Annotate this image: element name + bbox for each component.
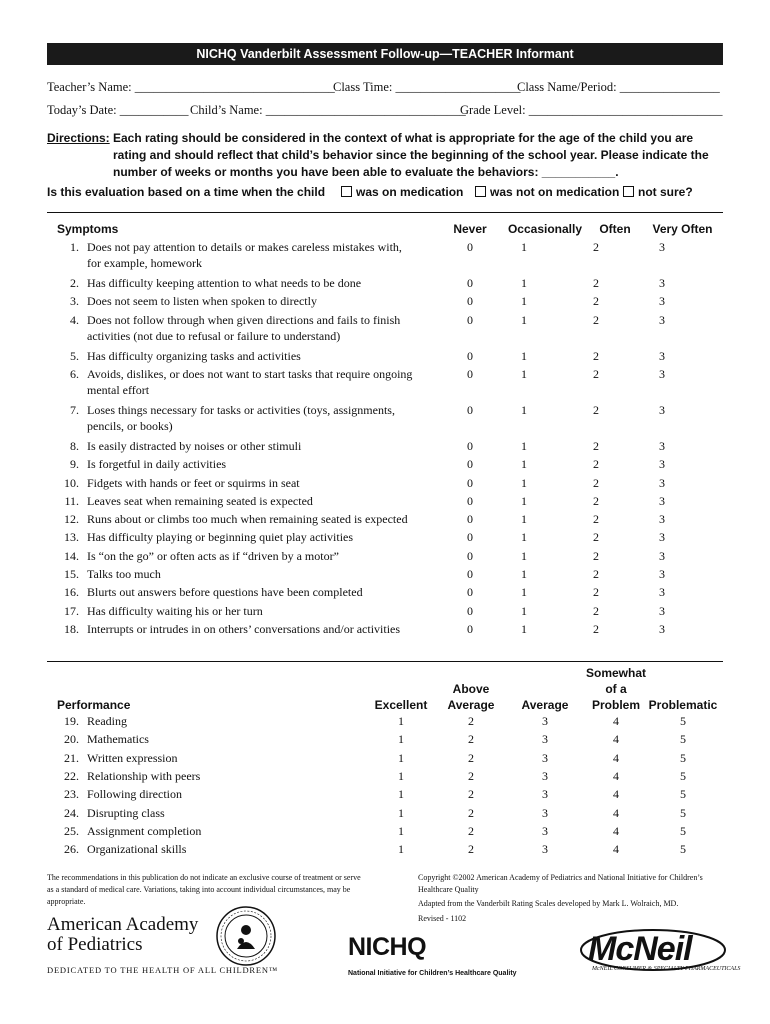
rating-option[interactable]: 2 [593,567,599,581]
rating-option[interactable]: 1 [521,402,527,417]
item-text: Organizational skills [87,842,187,857]
rating-option[interactable]: 3 [542,805,548,820]
rating-option[interactable]: 1 [521,312,527,327]
rating-option[interactable]: 5 [680,768,686,783]
rating-option[interactable]: 3 [659,493,665,508]
item-number: 22. [64,768,79,783]
rating-option[interactable]: 0 [467,512,473,527]
rating-option[interactable]: 2 [593,294,599,309]
rating-option[interactable]: 1 [521,294,527,309]
nichq-logo: NICHQ [348,933,427,961]
rating-option[interactable]: 1 [521,493,527,508]
item-text: Has difficulty waiting his or her turn [87,603,263,618]
item-number: 5. [70,348,79,363]
rating-option[interactable]: 2 [593,493,599,508]
rating-option[interactable]: 2 [593,530,599,545]
rating-option[interactable]: 1 [521,621,527,636]
rating-option[interactable]: 1 [521,438,527,453]
item-number: 24. [64,805,79,820]
rating-option[interactable]: 3 [659,312,665,327]
item-number: 23. [64,787,79,802]
symptoms-header: Symptoms [57,222,119,236]
rating-option[interactable]: 0 [467,457,473,472]
item-number: 3. [70,294,79,309]
rating-option[interactable]: 3 [659,366,665,381]
rating-option[interactable]: 3 [659,567,665,581]
rating-option[interactable]: 2 [468,750,474,765]
rating-option[interactable]: 5 [680,732,686,747]
rating-option[interactable]: 4 [613,714,619,728]
performance-header: Performance [57,698,131,712]
directions-label: Directions: [47,131,110,145]
item-number: 21. [64,750,79,765]
copyright: Copyright ©2002 American Academy of Pediatrics and National Initiative for Children’s Healthcare Quality [418,873,703,894]
class-time-field[interactable]: Class Time: ____________________ [333,80,521,94]
adapted-note: Adapted from the Vanderbilt Rating Scales developed by Mark L. Wolraich, MD. [418,899,679,908]
rating-option[interactable]: 0 [467,366,473,381]
rating-option[interactable]: 0 [467,294,473,309]
grade-level-field[interactable]: Grade Level: _______________________________ [460,103,723,117]
item-number: 12. [64,512,79,527]
item-text: Blurts out answers before questions have been completed [87,585,363,600]
rating-option[interactable]: 1 [521,512,527,527]
rating-option[interactable]: 0 [467,603,473,618]
rating-option[interactable]: 1 [398,768,404,783]
rating-option[interactable]: 1 [398,842,404,857]
item-number: 14. [64,548,79,563]
rating-option[interactable]: 3 [542,732,548,747]
rating-option[interactable]: 2 [593,276,599,290]
item-number: 1. [70,240,79,254]
performance-col-header: Problematic [648,698,718,712]
disclaimer: The recommendations in this publication do not indicate an exclusive course of treatment or serve as a standard of medical care. Variations, taking into account individual circumstances, may be appropriate. [47,873,361,906]
rating-option[interactable]: 0 [467,276,473,290]
rating-option[interactable]: 0 [467,402,473,417]
rating-option[interactable]: 3 [659,294,665,309]
rating-option[interactable]: 4 [613,787,619,802]
item-text: Has difficulty playing or beginning quiet play activities [87,530,354,545]
form-title: NICHQ Vanderbilt Assessment Follow-up—TEACHER Informant [47,43,723,65]
aap-seal-icon [215,905,277,967]
revision: Revised - 1102 [418,914,467,923]
item-text: Is forgetful in daily activities [87,457,227,472]
item-number: 9. [70,457,79,472]
item-number: 8. [70,438,79,453]
item-number: 4. [70,312,79,327]
rating-option[interactable]: 5 [680,805,686,820]
rating-option[interactable]: 1 [521,240,527,254]
rating-option[interactable]: 0 [467,567,473,581]
rating-option[interactable]: 1 [521,348,527,363]
rating-option[interactable]: 2 [593,366,599,381]
aap-tagline: DEDICATED TO THE HEALTH OF ALL CHILDREN™ [47,965,278,975]
rating-option[interactable]: 1 [398,750,404,765]
rating-option[interactable]: 2 [593,438,599,453]
rating-option[interactable]: 3 [542,787,548,802]
item-text: Loses things necessary for tasks or activities (toys, assignments, pencils, or books) [87,402,395,433]
rating-option[interactable]: 2 [468,768,474,783]
section-divider [47,212,723,213]
section-divider [47,661,723,662]
col-often: Often [599,222,631,236]
item-text: Leaves seat when remaining seated is expected [87,493,313,508]
rating-option[interactable]: 1 [521,585,527,600]
checkbox-icon[interactable] [475,186,486,197]
rating-option[interactable]: 2 [468,732,474,747]
item-text: Relationship with peers [87,768,201,783]
item-number: 10. [64,475,79,490]
rating-option[interactable]: 2 [468,823,474,838]
item-number: 11. [64,493,79,508]
rating-option[interactable]: 0 [467,438,473,453]
rating-option[interactable]: 0 [467,621,473,636]
item-number: 2. [70,276,79,290]
rating-option[interactable]: 4 [613,750,619,765]
item-number: 25. [64,823,79,838]
rating-option[interactable]: 0 [467,312,473,327]
rating-option[interactable]: 3 [659,530,665,545]
rating-option[interactable]: 3 [659,548,665,563]
item-number: 16. [64,585,79,600]
item-text: Disrupting class [87,805,165,820]
rating-option[interactable]: 1 [521,366,527,381]
item-number: 20. [64,732,79,747]
rating-option[interactable]: 1 [521,457,527,472]
rating-option[interactable]: 3 [659,512,665,527]
class-name-field[interactable]: Class Name/Period: ________________ [517,80,720,94]
option-on-medication[interactable]: was on medication [341,185,463,199]
item-text: Following direction [87,787,182,802]
item-text: Has difficulty keeping attention to what needs to be done [87,276,362,290]
directions [47,130,723,181]
item-text: Written expression [87,750,178,765]
rating-option[interactable]: 0 [467,475,473,490]
rating-option[interactable]: 1 [398,732,404,747]
rating-option[interactable]: 4 [613,823,619,838]
rating-option[interactable]: 3 [542,768,548,783]
rating-option[interactable]: 2 [593,475,599,490]
item-text: Fidgets with hands or feet or squirms in seat [87,475,300,490]
rating-option[interactable]: 0 [467,530,473,545]
item-number: 18. [64,621,79,636]
rating-option[interactable]: 0 [467,240,473,254]
performance-col-header: Somewhat of a Problem [585,666,646,712]
rating-option[interactable]: 3 [659,348,665,363]
rating-option[interactable]: 3 [659,438,665,453]
performance-col-header: Average [521,698,569,712]
rating-option[interactable]: 3 [659,475,665,490]
rating-option[interactable]: 1 [521,276,527,290]
item-text: Has difficulty organizing tasks and activities [87,348,301,363]
item-text: Talks too much [87,567,161,581]
item-text: Mathematics [87,732,149,747]
rating-option[interactable]: 1 [521,475,527,490]
checkbox-icon[interactable] [341,186,352,197]
rating-option[interactable]: 2 [593,585,599,600]
rating-option[interactable]: 2 [593,312,599,327]
rating-option[interactable]: 2 [593,240,599,254]
rating-option[interactable]: 3 [542,714,548,728]
aap-logo-text: American Academy of Pediatrics [47,914,199,955]
item-text: Avoids, dislikes, or does not want to start tasks that require ongoing mental effort [87,366,413,397]
item-text: Reading [87,714,127,728]
rating-option[interactable]: 0 [467,548,473,563]
item-number: 19. [64,714,79,728]
item-text: Does not seem to listen when spoken to directly [87,294,317,309]
item-number: 17. [64,603,79,618]
rating-option[interactable]: 0 [467,348,473,363]
rating-option[interactable]: 3 [659,621,665,636]
nichq-subtitle: National Initiative for Children’s Healthcare Quality [348,970,517,977]
rating-option[interactable]: 3 [659,276,665,290]
rating-option[interactable]: 2 [468,714,474,728]
item-text: Is “on the go” or often acts as if “driven by a motor” [87,548,339,563]
rating-option[interactable]: 3 [659,402,665,417]
item-number: 13. [64,530,79,545]
item-text: Does not follow through when given directions and fails to finish activities (not due to refusal or failure to understand) [87,312,401,343]
rating-option[interactable]: 1 [398,805,404,820]
rating-option[interactable]: 2 [468,842,474,857]
rating-option[interactable]: 1 [398,787,404,802]
medication-question-text: Is this evaluation based on a time when the child [47,185,326,199]
rating-option[interactable]: 2 [593,548,599,563]
rating-option[interactable]: 2 [593,621,599,636]
mcneil-logo: McNeil [588,930,692,968]
item-text: Does not pay attention to details or makes careless mistakes with, for example, homework [87,240,402,270]
rating-option[interactable]: 1 [398,714,404,728]
checkbox-icon[interactable] [623,186,634,197]
performance-col-header: Above Average [447,682,495,712]
rating-option[interactable]: 5 [680,750,686,765]
rating-option[interactable]: 4 [613,732,619,747]
rating-option[interactable]: 3 [542,750,548,765]
option-not-on-medication[interactable]: was not on medication [475,185,619,199]
performance-col-header: Excellent [374,698,428,712]
rating-option[interactable]: 2 [593,348,599,363]
rating-option[interactable]: 4 [613,842,619,857]
child-name-field[interactable]: Child’s Name: ________________________________ [190,103,466,117]
rating-option[interactable]: 3 [659,603,665,618]
rating-option[interactable]: 0 [467,493,473,508]
item-number: 26. [64,842,79,857]
rating-option[interactable]: 5 [680,787,686,802]
item-text: Assignment completion [87,823,202,838]
rating-option[interactable]: 2 [468,787,474,802]
rating-option[interactable]: 5 [680,714,686,728]
rating-option[interactable]: 2 [593,603,599,618]
rating-option[interactable]: 3 [542,842,548,857]
rating-option[interactable]: 2 [593,402,599,417]
rating-option[interactable]: 3 [542,823,548,838]
rating-option[interactable]: 4 [613,805,619,820]
rating-option[interactable]: 5 [680,842,686,857]
teacher-name-field[interactable]: Teacher’s Name: ________________________________ [47,80,335,94]
rating-option[interactable]: 4 [613,768,619,783]
rating-option[interactable]: 1 [521,530,527,545]
option-not-sure[interactable]: not sure? [623,185,693,199]
rating-option[interactable]: 1 [521,548,527,563]
directions-text: Each rating should be considered in the context of what is appropriate for the age of the child you are rating and should reflect that child’s behavior since the beginning of the school year. Please indicate the number of weeks or months you have been able to evaluate the behaviors: ___________. [113,131,709,179]
rating-option[interactable]: 1 [398,823,404,838]
item-number: 6. [70,366,79,381]
item-text: Is easily distracted by noises or other stimuli [87,438,302,453]
col-very-often: Very Often [652,222,713,236]
col-occasionally: Occasionally [507,222,583,236]
rating-option[interactable]: 2 [593,457,599,472]
item-number: 7. [70,402,79,417]
col-never: Never [453,222,487,236]
rating-option[interactable]: 5 [680,823,686,838]
mcneil-subtitle: McNEIL CONSUMER & SPECIALTY PHARMACEUTICALS [592,966,741,972]
rating-option[interactable]: 0 [467,585,473,600]
rating-option[interactable]: 1 [521,567,527,581]
item-number: 15. [64,567,79,581]
rating-option[interactable]: 2 [468,805,474,820]
medication-question [47,185,723,203]
rating-option[interactable]: 1 [521,603,527,618]
rating-option[interactable]: 3 [659,240,665,254]
item-text: Interrupts or intrudes in on others’ conversations and/or activities [87,621,401,636]
item-text: Runs about or climbs too much when remaining seated is expected [87,512,408,527]
rating-option[interactable]: 3 [659,457,665,472]
todays-date-field[interactable]: Today’s Date: ___________ [47,103,189,117]
rating-option[interactable]: 2 [593,512,599,527]
rating-option[interactable]: 3 [659,585,665,600]
